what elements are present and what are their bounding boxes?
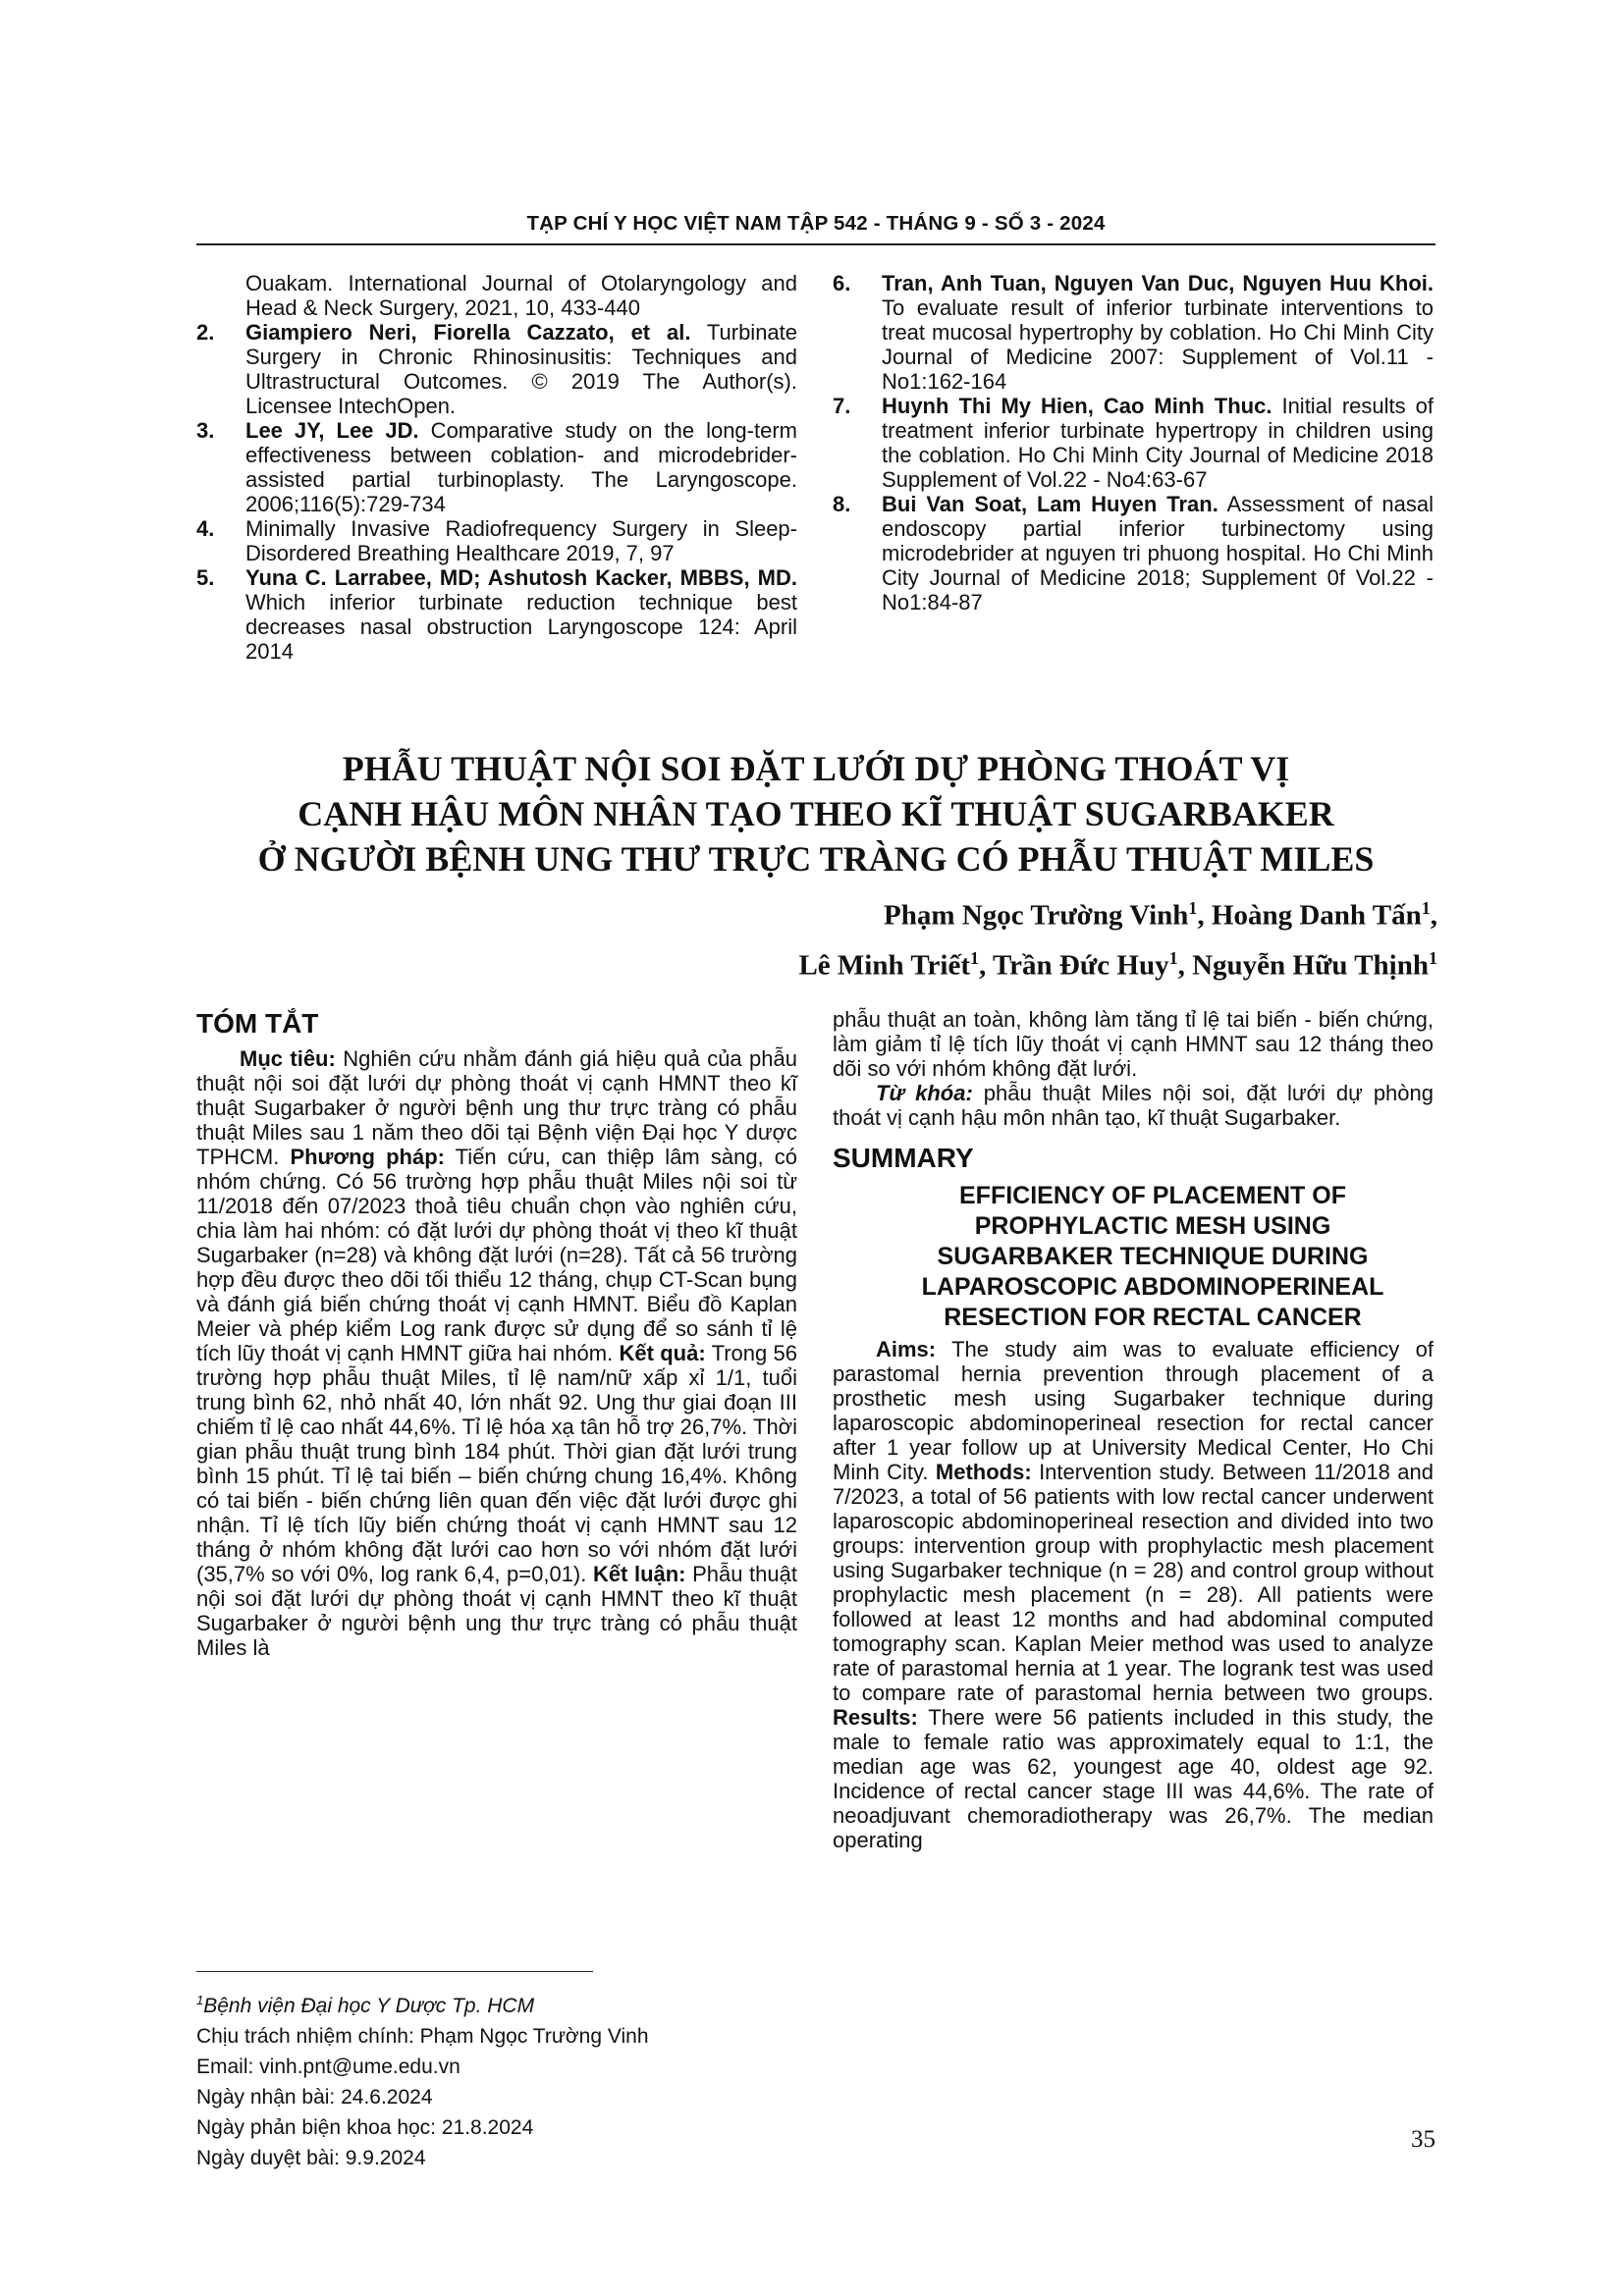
keywords-paragraph — [833, 1081, 1434, 1130]
summary-title-line: RESECTION FOR RECTAL CANCER — [944, 1304, 1362, 1331]
article-title-line: Ở NGƯỜI BỆNH UNG THƯ TRỰC TRÀNG CÓ PHẪU THUẬT MILES — [257, 839, 1375, 879]
reference-text: To evaluate result of inferior turbinate interventions to treat mucosal hypertrophy by coblation. Ho Chi Minh City Journal of Medicine 2007: Supplement of Vol.11 - No1:162-164 — [882, 295, 1434, 394]
aims-text: The study aim was to evaluate efficiency of parastomal hernia prevention through placement of a prosthetic mesh using Sugarbaker technique during laparoscopic abdominoperineal resection for rectal cancer after 1 year follow up at University Medical Center, Ho Chi Minh City. — [833, 1337, 1434, 1484]
aim-label: Mục tiêu: — [240, 1046, 336, 1071]
keywords-label: Từ khóa: — [876, 1081, 973, 1105]
author-affiliation-marker: 1 — [1429, 947, 1437, 968]
reference-text: Ouakam. International Journal of Otolaryngology and Head & Neck Surgery, 2021, 10, 433-440 — [245, 271, 797, 320]
abstract-vi-body — [196, 1046, 797, 1660]
author-name: Hoàng Danh Tấn — [1211, 899, 1422, 932]
reference-number: 4. — [196, 516, 215, 541]
contact-email: Email: vinh.pnt@ume.edu.vn — [196, 2056, 460, 2078]
reference-number: 2. — [196, 320, 215, 345]
conclusion-label: Kết luận: — [592, 1562, 686, 1586]
running-header: TẠP CHÍ Y HỌC VIỆT NAM TẬP 542 - THÁNG 9 - SỐ 3 - 2024 — [526, 212, 1106, 235]
reference-authors: Bui Van Soat, Lam Huyen Tran. — [882, 492, 1218, 516]
footnote-rule — [196, 1971, 593, 1972]
article-title-line: PHẪU THUẬT NỘI SOI ĐẶT LƯỚI DỰ PHÒNG THOÁT VỊ — [342, 749, 1290, 788]
affiliation-marker: 1 — [196, 1993, 204, 2007]
page-number: 35 — [1411, 2126, 1435, 2153]
results-text: There were 56 patients included in this study, the male to female ratio was approximately equal to 1:1, the median age was 62, youngest age 40, oldest age 92. Incidence of rectal cancer stage III was 44,6%. The rate of neoadjuvant chemoradiotherapy was 26,7%. The median operating — [833, 1705, 1434, 1852]
method-label: Phương pháp: — [290, 1145, 445, 1169]
reference-authors: Lee JY, Lee JD. — [245, 418, 419, 443]
aim-text: Nghiên cứu nhằm đánh giá hiệu quả của phẫu thuật nội soi đặt lưới dự phòng thoát vị cạnh HMNT theo kĩ thuật Sugarbaker ở người bệnh ung thư trực tràng có phẫu thuật Miles sau 1 năm theo dõi tại Bệnh viện Đại học Y dược TPHCM. — [196, 1046, 797, 1169]
reviewed-date: Ngày phản biện khoa học: 21.8.2024 — [196, 2116, 534, 2139]
methods-text: Intervention study. Between 11/2018 and 7/2023, a total of 56 patients with low rectal cancer underwent laparoscopic abdominoperineal resection and divided into two groups: intervention group with prophylactic mesh placement using Sugarbaker technique (n = 28) and control group without prophylactic mesh placement (n = 28). All patients were followed at least 12 months and had abdominal computed tomography scan. Kaplan Meier method was used to analyze rate of parastomal hernia at 1 year. The logrank test was used to compare rate of parastomal hernia between two groups. — [833, 1460, 1434, 1705]
keywords-text: phẫu thuật Miles nội soi, đặt lưới dự phòng thoát vị cạnh hậu môn nhân tạo, kĩ thuật Sugarbaker. — [833, 1081, 1434, 1130]
summary-title — [833, 1181, 1434, 1333]
reference-item — [196, 320, 797, 418]
reference-text: Comparative study on the long-term effectiveness between coblation- and microdebrider- assisted partial turbinoplasty. The Laryngoscope. 2006;116(5):729-734 — [245, 418, 797, 516]
conclusion-continuation: phẫu thuật an toàn, không làm tăng tỉ lệ tai biến - biến chứng, làm giảm tỉ lệ tích lũy thoát vị cạnh HMNT sau 12 tháng theo dõi so với nhóm không đặt lưới. — [833, 1007, 1434, 1081]
reference-text: Turbinate Surgery in Chronic Rhinosinusitis: Techniques and Ultrastructural Outcomes. © 2019 The Author(s). Licensee IntechOpen. — [245, 320, 798, 418]
reference-item — [833, 394, 1434, 492]
summary-title-line: LAPAROSCOPIC ABDOMINOPERINEAL — [921, 1273, 1384, 1301]
reference-item — [196, 418, 797, 516]
result-label: Kết quả: — [619, 1341, 706, 1365]
summary-title-line: SUGARBAKER TECHNIQUE DURING — [937, 1243, 1369, 1270]
affiliation-text: Bệnh viện Đại học Y Dược Tp. HCM — [203, 1995, 535, 2017]
method-text: Tiến cứu, can thiệp lâm sàng, có nhóm chứng. Có 56 trường hợp phẫu thuật Miles nội soi từ 11/2018 đến 07/2023 thoả tiêu chuẩn chọn vào nghiên cứu, chia làm hai nhóm: có đặt lưới dự phòng thoát vị theo kĩ thuật Sugarbaker (n=28) và không đặt lưới (n=28). Tất cả 56 trường hợp đều được theo dõi tối thiểu 12 tháng, chụp CT-Scan bụng và đánh giá biến chứng thoát vị cạnh HMNT. Biểu đồ Kaplan Meier và phép kiểm Log rank được sử dụng để so sánh tỉ lệ tích lũy thoát vị cạnh HMNT giữa hai nhóm. — [196, 1145, 797, 1365]
author-affiliation-marker: 1 — [1168, 947, 1178, 968]
summary-body — [833, 1337, 1434, 1852]
abstract-vietnamese — [196, 1007, 797, 1660]
article-title — [196, 746, 1435, 881]
author-affiliation-marker: 1 — [970, 947, 979, 968]
reference-text: Which inferior turbinate reduction technique best decreases nasal obstruction Laryngoscope 124: April 2014 — [245, 590, 797, 664]
author-name: Trần Đức Huy — [992, 949, 1169, 982]
responsible-author: Chịu trách nhiệm chính: Phạm Ngọc Trường Vinh — [196, 2025, 649, 2048]
reference-number: 3. — [196, 418, 215, 443]
reference-item — [196, 271, 797, 320]
reference-authors: Tran, Anh Tuan, Nguyen Van Duc, Nguyen Huu Khoi. — [882, 271, 1434, 295]
references-left-column — [196, 271, 797, 664]
reference-item — [196, 516, 797, 565]
author-name: Nguyễn Hữu Thịnh — [1192, 949, 1429, 982]
reference-number: 6. — [833, 271, 851, 295]
reference-text: Initial results of treatment inferior turbinate hypertropy in children using the coblation. Ho Chi Minh City Journal of Medicine 2018 Supplement of Vol.22 - No4:63-67 — [882, 394, 1434, 492]
author-list — [554, 887, 1437, 987]
author-separator: , — [1177, 949, 1193, 982]
author-name: Lê Minh Triết — [798, 949, 970, 982]
reference-number: 5. — [196, 565, 215, 590]
reference-text: Assessment of nasal endoscopy partial inferior turbinectomy using microdebrider at nguyen tri phuong hospital. Ho Chi Minh City Journal of Medicine 2018; Supplement 0f Vol.22 - No1:84-87 — [882, 492, 1434, 614]
author-separator: , — [1430, 899, 1437, 932]
footnotes — [196, 1985, 797, 2173]
author-name: Phạm Ngọc Trường Vinh — [884, 899, 1189, 932]
affiliation-footnote — [196, 1985, 797, 2021]
conclusion-text-part1: Phẫu thuật nội soi đặt lưới dự phòng thoát vị cạnh HMNT theo kĩ thuật Sugarbaker ở người bệnh ung thư trực tràng có phẫu thuật Miles là — [196, 1562, 797, 1660]
reference-text: Minimally Invasive Radiofrequency Surgery in Sleep-Disordered Breathing Healthcare 2019, 7, 97 — [245, 516, 797, 565]
header-rule — [196, 243, 1435, 245]
reference-item — [196, 565, 797, 664]
reference-item — [833, 271, 1434, 394]
author-separator: , — [979, 949, 993, 982]
summary-heading: SUMMARY — [833, 1143, 974, 1173]
author-separator: , — [1197, 899, 1212, 932]
author-affiliation-marker: 1 — [1421, 898, 1431, 918]
received-date: Ngày nhận bài: 24.6.2024 — [196, 2086, 433, 2109]
abstract-right-column — [833, 1007, 1434, 1852]
reference-number: 8. — [833, 492, 851, 516]
summary-title-line: PROPHYLACTIC MESH USING — [974, 1212, 1331, 1240]
author-affiliation-marker: 1 — [1188, 898, 1198, 918]
reference-authors: Yuna C. Larrabee, MD; Ashutosh Kacker, MBBS, MD. — [245, 565, 797, 590]
abstract-vi-heading: TÓM TẮT — [196, 1008, 319, 1039]
aims-label: Aims: — [876, 1337, 937, 1362]
results-label: Results: — [833, 1705, 918, 1730]
author-line-2 — [554, 937, 1437, 988]
methods-label: Methods: — [935, 1460, 1032, 1484]
reference-item — [833, 492, 1434, 614]
reference-number: 7. — [833, 394, 851, 418]
summary-title-line: EFFICIENCY OF PLACEMENT OF — [959, 1182, 1346, 1209]
author-line-1 — [554, 887, 1437, 937]
article-title-line: CẠNH HẬU MÔN NHÂN TẠO THEO KĨ THUẬT SUGARBAKER — [298, 794, 1334, 833]
result-text: Trong 56 trường hợp phẫu thuật Miles, tỉ lệ nam/nữ xấp xỉ 1/1, tuổi trung bình 62, nhỏ nhất 40, lớn nhất 92. Ung thư giai đoạn III chiếm tỉ lệ cao nhất 44,6%. Tỉ lệ hóa xạ tân hỗ trợ 26,7%. Thời gian phẫu thuật trung bình 184 phút. Thời gian đặt lưới trung bình 15 phút. Tỉ lệ tai biến – biến chứng chung 16,4%. Không có tai biến - biến chứng liên quan đến việc đặt lưới được ghi nhận. Tỉ lệ tích lũy biến chứng thoát vị cạnh HMNT sau 12 tháng ở nhóm không đặt lưới cao hơn so với nhóm đặt lưới (35,7% so với 0%, log rank 6,4, p=0,01). — [196, 1341, 798, 1586]
reference-authors: Huynh Thi My Hien, Cao Minh Thuc. — [882, 394, 1272, 418]
reference-authors: Giampiero Neri, Fiorella Cazzato, et al. — [245, 320, 691, 345]
references-right-column — [833, 271, 1434, 614]
accepted-date: Ngày duyệt bài: 9.9.2024 — [196, 2147, 426, 2169]
